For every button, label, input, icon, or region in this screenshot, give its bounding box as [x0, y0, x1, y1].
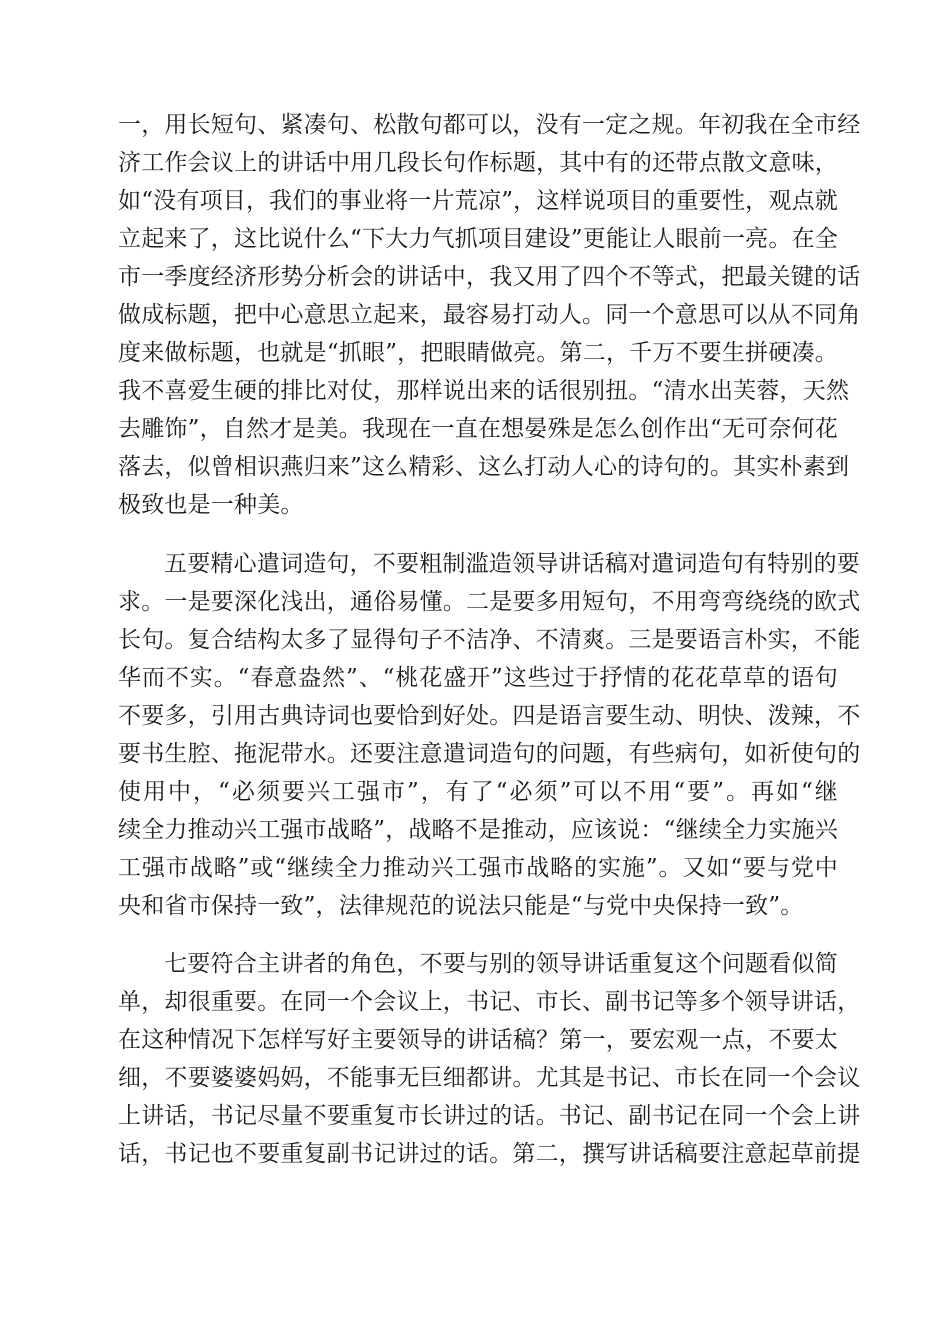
paragraph-line: 做成标题，把中心意思立起来，最容易打动人。同一个意思可以从不同角 — [118, 302, 861, 328]
paragraph-line: 一，用长短句、紧凑句、松散句都可以，没有一定之规。年初我在全市经 — [118, 112, 861, 138]
paragraph-line: 如“没有项目，我们的事业将一片荒凉”，这样说项目的重要性，观点就 — [118, 188, 838, 214]
paragraph-line: 极致也是一种美。 — [118, 492, 304, 518]
paragraph-line: 七要符合主讲者的角色，不要与别的领导讲话重复这个问题看似简 — [164, 951, 838, 977]
paragraph-line: 要书生腔、拖泥带水。还要注意遣词造句的问题，有些病句，如祈使句的 — [118, 741, 861, 767]
paragraph-line: 不要多，引用古典诗词也要恰到好处。四是语言要生动、明快、泼辣，不 — [118, 703, 861, 729]
paragraph-line: 市一季度经济形势分析会的讲话中，我又用了四个不等式，把最关键的话 — [118, 264, 861, 290]
paragraph-line: 济工作会议上的讲话中用几段长句作标题，其中有的还带点散文意味， — [118, 150, 838, 176]
paragraph-line: 单，却很重要。在同一个会议上，书记、市长、副书记等多个领导讲话， — [118, 989, 861, 1015]
paragraph-line: 度来做标题，也就是“抓眼”，把眼睛做亮。第二，千万不要生拼硬凑。 — [118, 340, 838, 366]
paragraph-line: 求。一是要深化浅出，通俗易懂。二是要多用短句，不用弯弯绕绕的欧式 — [118, 589, 861, 615]
paragraph-line: 五要精心遣词造句，不要粗制滥造领导讲话稿对遣词造句有特别的要 — [164, 551, 860, 577]
paragraph-line: 在这种情况下怎样写好主要领导的讲话稿？第一，要宏观一点，不要太 — [118, 1027, 838, 1053]
paragraph-line: 落去，似曾相识燕归来”这么精彩、这么打动人心的诗句的。其实朴素到 — [118, 454, 850, 480]
paragraph-line: 华而不实。“春意盎然”、“桃花盛开”这些过于抒情的花花草草的语句 — [118, 665, 838, 691]
paragraph-line: 工强市战略”或“继续全力推动兴工强市战略的实施”。又如“要与党中 — [118, 855, 838, 881]
paragraph-line: 细，不要婆婆妈妈，不能事无巨细都讲。尤其是书记、市长在同一个会议 — [118, 1065, 861, 1091]
paragraph-line: 长句。复合结构太多了显得句子不洁净、不清爽。三是要语言朴实，不能 — [118, 627, 861, 653]
paragraph-line: 立起来了，这比说什么“下大力气抓项目建设”更能让人眼前一亮。在全 — [118, 226, 838, 252]
paragraph-line: 续全力推动兴工强市战略”，战略不是推动，应该说：“继续全力实施兴 — [118, 817, 838, 843]
paragraph-3 — [118, 945, 861, 1173]
paragraph-2 — [118, 545, 861, 925]
paragraph-1 — [118, 106, 861, 524]
paragraph-line: 我不喜爱生硬的排比对仗，那样说出来的话很别扭。“清水出芙蓉，天然 — [118, 378, 850, 404]
paragraph-line: 去雕饰”，自然才是美。我现在一直在想晏殊是怎么创作出“无可奈何花 — [118, 416, 838, 442]
paragraph-line: 央和省市保持一致”，法律规范的说法只能是“与党中央保持一致”。 — [118, 893, 804, 919]
paragraph-line: 上讲话，书记尽量不要重复市长讲过的话。书记、副书记在同一个会上讲 — [118, 1103, 861, 1129]
paragraph-line: 话，书记也不要重复副书记讲过的话。第二，撰写讲话稿要注意起草前提 — [118, 1141, 861, 1167]
paragraph-line: 使用中，“必须要兴工强市”，有了“必须”可以不用“要”。再如“继 — [118, 779, 838, 805]
